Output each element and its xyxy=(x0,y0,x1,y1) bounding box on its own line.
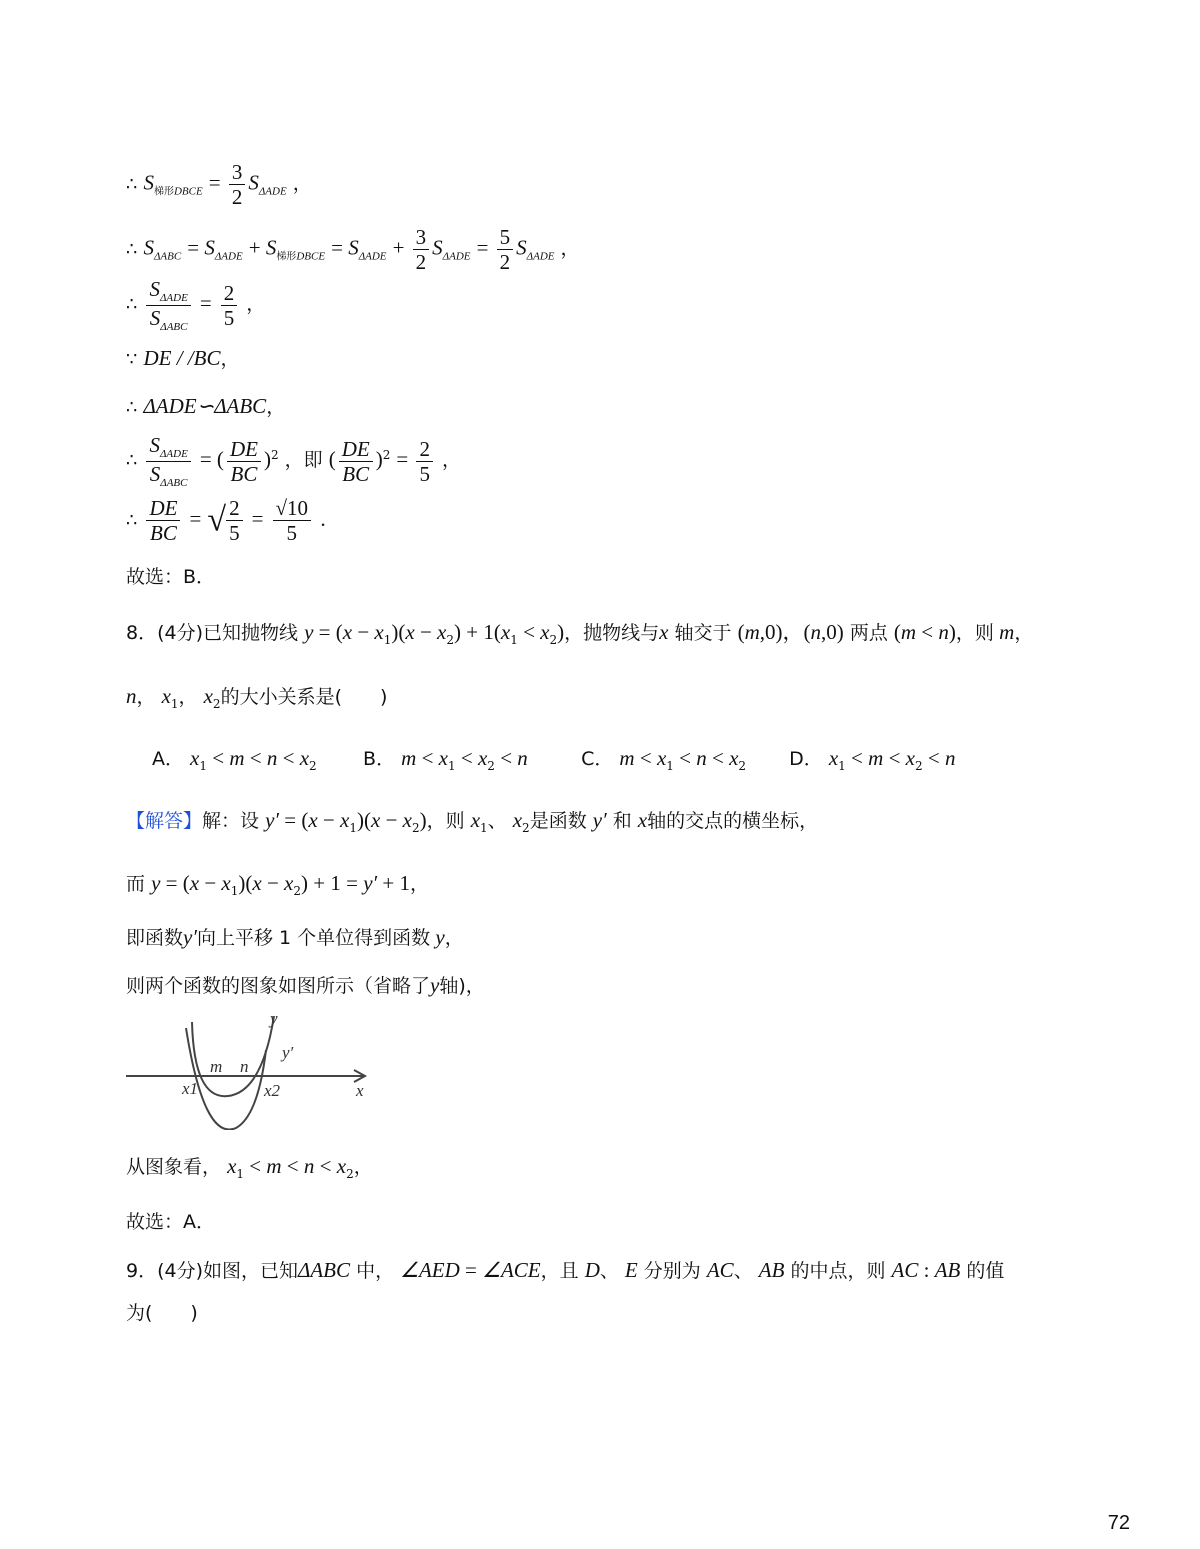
answer-line-b: 故选：B． xyxy=(126,566,216,588)
label-y-prime: y′ xyxy=(282,1043,294,1062)
derivation-line-7: ∴ $\frac{DE}{BC}$ = √ $\frac{2}{5}$ = $\frac{√10}{5}$ ． xyxy=(126,496,340,546)
question-8-options xyxy=(152,748,955,772)
question-8-line-2: n， $x_1$， $x_2$的大小关系是( ) xyxy=(126,684,388,711)
page-number: 72 xyxy=(1107,1512,1130,1534)
fraction: $\frac{3}{2}$ xyxy=(229,160,246,209)
question-9-line-2: 为( ) xyxy=(126,1302,198,1324)
label-x1: x1 xyxy=(182,1079,199,1098)
option-d[interactable]: D． $x_1 < m < x_2 < n$ xyxy=(789,746,956,773)
label-x: x xyxy=(356,1081,364,1100)
label-m: m xyxy=(210,1057,223,1076)
derivation-line-1: ∴ $S_{梯形DBCE}$ = $\frac{3}{2}$ $S_{\Delta ADE}$ ， xyxy=(126,160,312,210)
solution-line-4: 则两个函数的图象如图所示（省略了y轴)， xyxy=(126,973,485,997)
derivation-line-6: ∴ $\frac{S_{\Delta ADE}}{S_{\Delta ABC}}$ = ( $\frac{DE}{BC}$ )$^2$ ，即 ( $\frac{DE}{BC}$ )$^2$ = $\frac{2}{5}$ ， xyxy=(126,433,462,489)
answer-line-a: 故选：A． xyxy=(126,1211,215,1233)
derivation-line-2: ∴ $S_{\Delta ABC} = S_{\Delta ADE} + S_{梯形DBCE} = S_{\Delta ADE}$ + $\frac{3}{2}$ $S_{\Delta ADE}$ = $\frac{5}{2}$ $S_{\Delta ADE}$ ， xyxy=(126,225,580,275)
question-8-line-1: 8．(4分)已知抛物线 $y = (x - x_1)(x - x_2) + 1(x_1 < x_2)$，抛物线与x 轴交于 (m,0)，(n,0) 两点 (m < n)，则 m， xyxy=(126,620,1034,647)
derivation-line-5: ∴ ΔADE∽ΔABC， xyxy=(126,394,286,418)
label-n: n xyxy=(240,1057,249,1076)
label-y: y xyxy=(270,1010,278,1028)
solution-line-5: 从图象看， $x_1 < m < n < x_2$， xyxy=(126,1154,373,1181)
option-c[interactable]: C． $m < x_1 < n < x_2$ xyxy=(581,746,747,773)
label-x2: x2 xyxy=(264,1081,281,1100)
therefore-symbol: ∴ xyxy=(126,173,138,195)
parabola-figure xyxy=(124,1010,374,1130)
solution-line-1: 【解答】解：设 $y' = (x - x_1)(x - x_2)$，则 $x_1$、 $x_2$是函数 y′ 和 x轴的交点的横坐标， xyxy=(126,808,819,835)
option-a[interactable]: A． $x_1 < m < n < x_2$ xyxy=(152,746,317,773)
solution-tag: 【解答】 xyxy=(126,810,203,832)
question-9-line-1: 9．(4分)如图，已知ΔABC 中， ∠AED = ∠ACE，且 D、 E 分别为 AC、 AB 的中点，则 AC : AB 的值 xyxy=(126,1258,1005,1282)
derivation-line-4: ∵ DE / /BC， xyxy=(126,346,240,370)
parabola-y xyxy=(192,1016,274,1096)
option-b[interactable]: B． $m < x_1 < x_2 < n$ xyxy=(363,746,528,773)
solution-line-3: 即函数y′向上平移 1 个单位得到函数 y， xyxy=(126,925,464,949)
solution-line-2: 而 $y = (x - x_1)(x - x_2) + 1 = y' + 1$， xyxy=(126,871,429,898)
derivation-line-3: ∴ $\frac{S_{\Delta ADE}}{S_{\Delta ABC}}$ = $\frac{2}{5}$ ， xyxy=(126,277,266,333)
